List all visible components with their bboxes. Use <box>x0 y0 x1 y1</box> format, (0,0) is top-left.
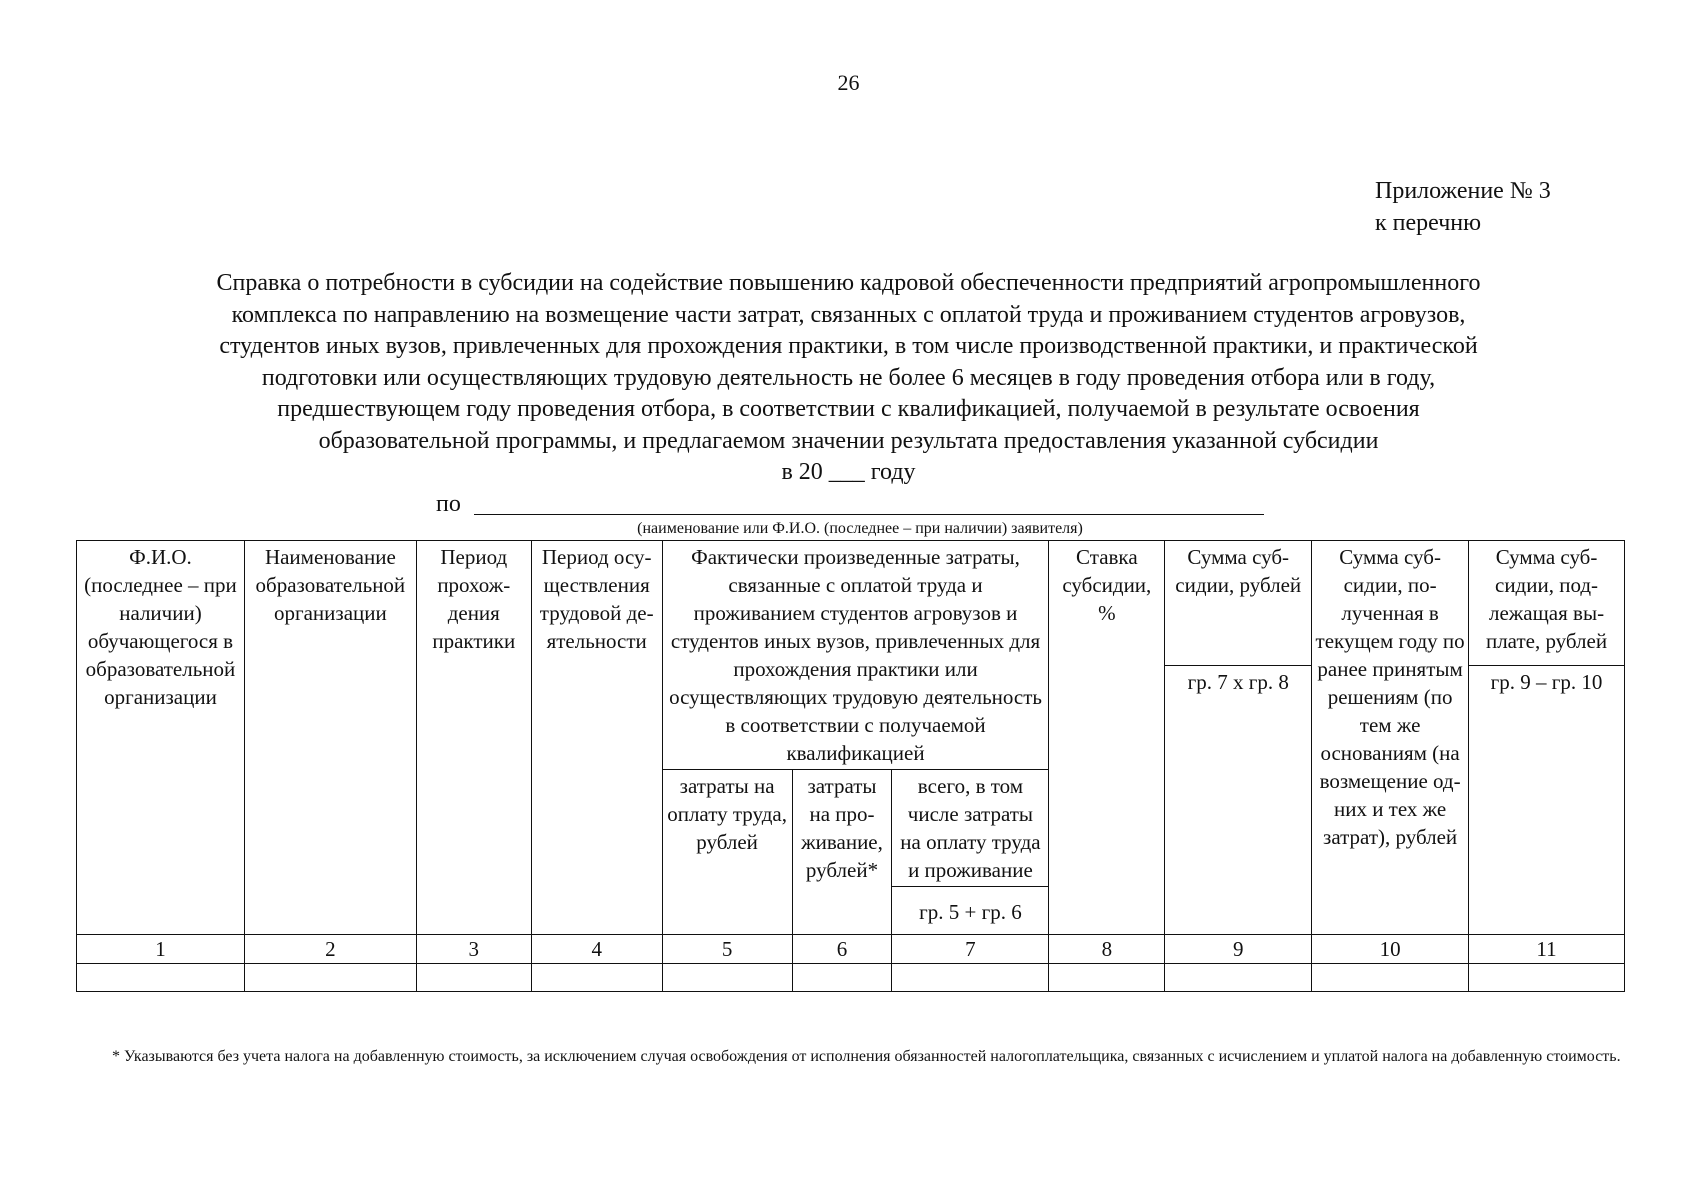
appendix-label <box>1375 175 1551 239</box>
title-line: подготовки или осуществляющих трудовую деятельность не более 6 месяцев в году проведения отбора или в году, <box>261 364 1436 391</box>
appendix-line-1: Приложение № 3 <box>1375 178 1551 204</box>
title-line: образовательной программы, и предлагаемом значении результата предоставления указанной субсидии <box>318 427 1379 454</box>
empty-cell[interactable] <box>1469 964 1625 992</box>
column-number: 4 <box>531 935 662 964</box>
empty-cell[interactable] <box>792 964 892 992</box>
empty-cell[interactable] <box>77 964 245 992</box>
applicant-prefix: по <box>436 491 461 517</box>
title-line: Справка о потребности в субсидии на содействие повышению кадровой обеспеченности предприятий агропромышленного <box>216 270 1481 296</box>
header-col-8: Ставка субсидии, % <box>1049 541 1165 935</box>
header-col-11: Сумма субсидии, подлежащая выплате, рублей <box>1469 541 1625 666</box>
column-number: 3 <box>416 935 531 964</box>
empty-cell[interactable] <box>1312 964 1469 992</box>
empty-cell[interactable] <box>244 964 416 992</box>
header-col-7: всего, в том числе затраты на оплату труда и проживание <box>900 774 1041 882</box>
header-col-9: Сумма субсидии, рублей <box>1165 541 1312 666</box>
column-number: 2 <box>244 935 416 964</box>
empty-cell[interactable] <box>892 964 1049 992</box>
footnote: * Указываются без учета налога на добавленную стоимость, за исключением случая освобождения от исполнения обязанностей налогоплательщика, связанных с исчислением и уплатой налога на добавленную стоимость. <box>112 1048 1621 1065</box>
applicant-blank-line[interactable] <box>474 514 1264 515</box>
applicant-caption: (наименование или Ф.И.О. (последнее – при наличии) заявителя) <box>637 520 1083 537</box>
title-line: предшествующем году проведения отбора, в соответствии с квалификацией, получаемой в результате освоения <box>277 396 1420 422</box>
document-title <box>70 268 1627 489</box>
header-group-costs: Фактически произведенные затраты, связанные с оплатой труда и проживанием студентов агровузов и студентов иных вузов, привлеченных для прохождения практики или осуществляющих трудовую деятельность в соответствии с получаемой квалификацией <box>662 541 1049 770</box>
header-col-6: затраты на проживание, рублей* <box>792 770 892 935</box>
column-number-row <box>77 935 1625 964</box>
header-col-1: Ф.И.О. (последнее – при наличии) обучающегося в образовательной организации <box>77 541 245 935</box>
header-col-3: Период прохождения практики <box>416 541 531 935</box>
column-number: 11 <box>1469 935 1625 964</box>
empty-cell[interactable] <box>416 964 531 992</box>
formula-col-7: гр. 5 + гр. 6 <box>892 886 1048 937</box>
formula-col-11: гр. 9 – гр. 10 <box>1469 666 1625 935</box>
empty-data-row <box>77 964 1625 992</box>
header-col-2: Наименование образовательной организации <box>244 541 416 935</box>
title-line: студентов иных вузов, привлеченных для прохождения практики, в том числе производственной практики, и практической <box>219 333 1478 359</box>
page-number: 26 <box>837 70 860 95</box>
column-number: 1 <box>77 935 245 964</box>
appendix-line-2: к перечню <box>1375 210 1482 236</box>
title-line: в 20 ___ году <box>781 459 916 485</box>
column-number: 5 <box>662 935 792 964</box>
column-number: 10 <box>1312 935 1469 964</box>
empty-cell[interactable] <box>1049 964 1165 992</box>
column-number: 9 <box>1165 935 1312 964</box>
header-col-4: Период осуществления трудовой деятельности <box>531 541 662 935</box>
title-line: комплекса по направлению на возмещение части затрат, связанных с оплатой труда и проживанием студентов агровузов, <box>231 301 1466 328</box>
applicant-field <box>436 490 461 518</box>
empty-cell[interactable] <box>531 964 662 992</box>
formula-col-9: гр. 7 х гр. 8 <box>1165 666 1312 935</box>
header-col-10: Сумма субсидии, полученная в текущем году по ранее принятым решениям (по тем же основаниям (на возмещение одних и тех же затрат), рублей <box>1312 541 1469 935</box>
empty-cell[interactable] <box>662 964 792 992</box>
column-number: 6 <box>792 935 892 964</box>
header-col-5: затраты на оплату труда, рублей <box>662 770 792 935</box>
subsidy-table <box>76 540 1625 992</box>
header-col-7-wrapper <box>892 770 1049 935</box>
empty-cell[interactable] <box>1165 964 1312 992</box>
column-number: 8 <box>1049 935 1165 964</box>
column-number: 7 <box>892 935 1049 964</box>
